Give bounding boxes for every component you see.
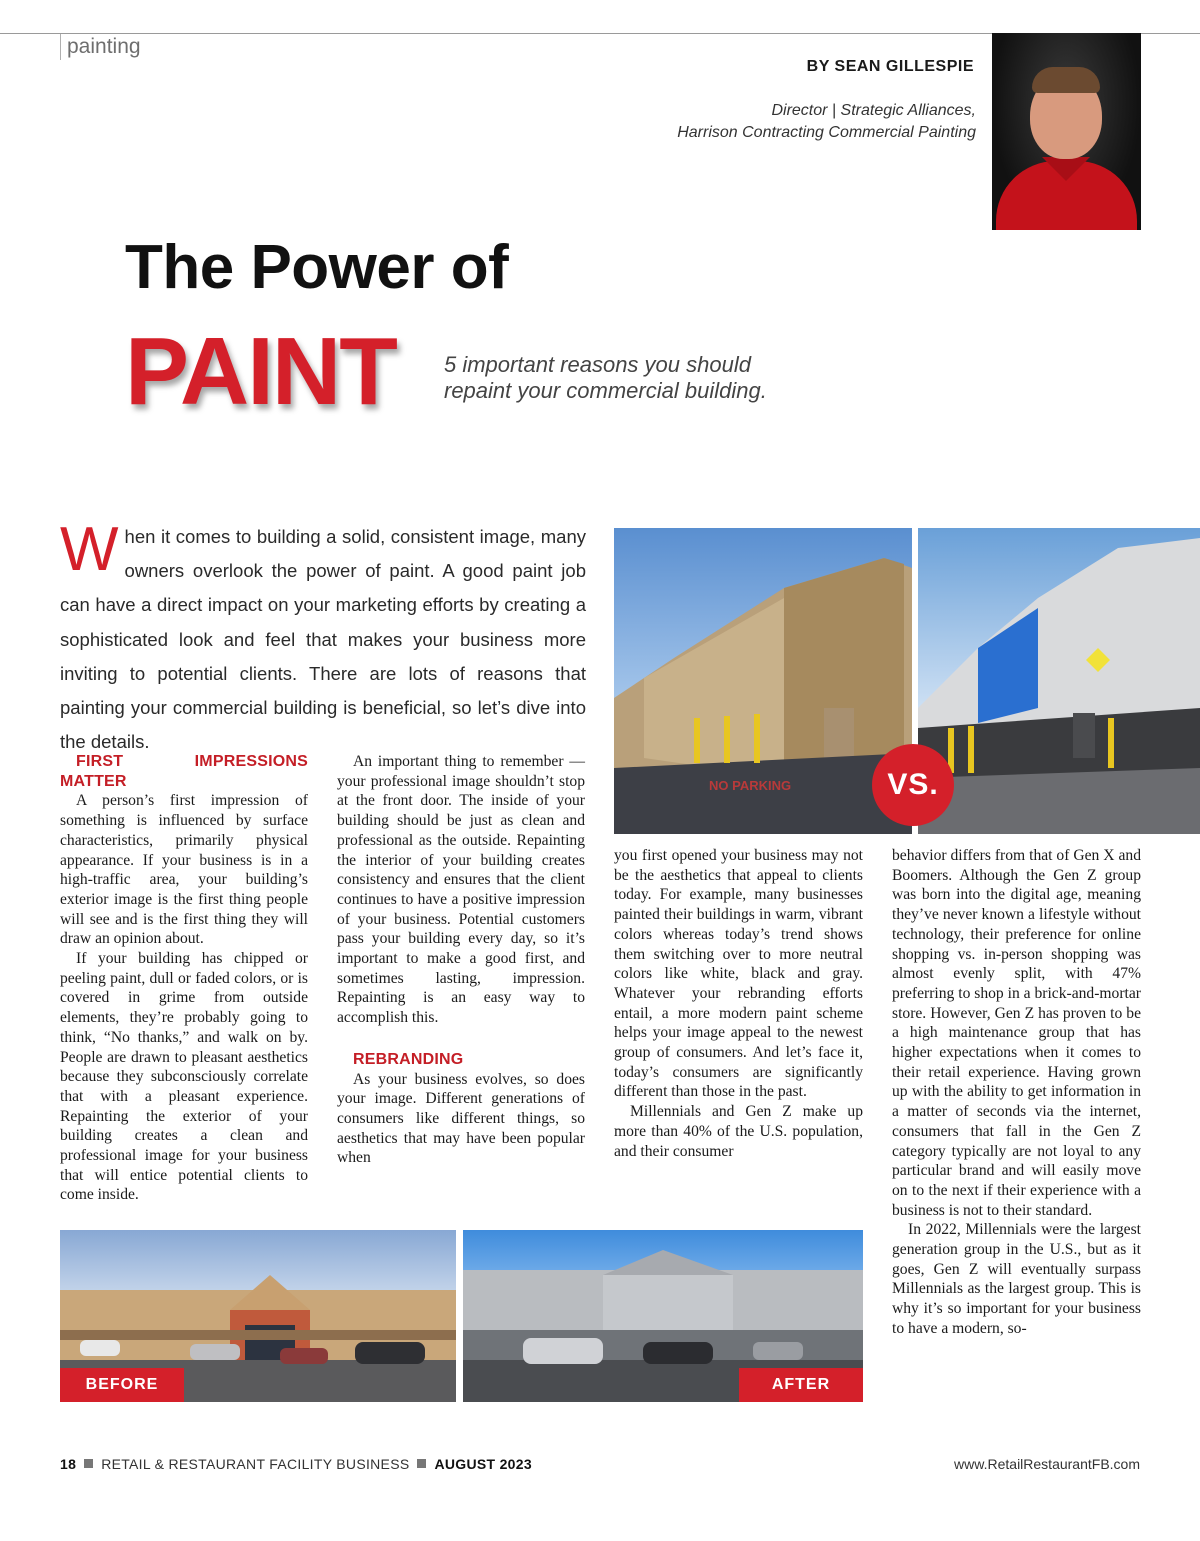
footer-square-2 <box>417 1459 426 1468</box>
photo-hair <box>1032 67 1100 93</box>
c3-paragraph-2: Millennials and Gen Z make up more than 40% of the U.S. population, and their consumer <box>614 1103 863 1160</box>
author-title-line2: Harrison Contracting Commercial Painting <box>677 124 976 141</box>
old-building-illustration <box>614 528 912 834</box>
footer-square-1 <box>84 1459 93 1468</box>
intro-text: hen it comes to building a solid, consistent image, many owners overlook the power of paint. A good paint job can have a direct impact on your marketing efforts by creating a sophisticated look and feel that makes your business more inviting to potential clients. There are lots of reasons that painting your commercial building is beneficial, so let’s dive into the details. <box>60 526 586 753</box>
subtitle-line1: 5 important reasons you should <box>444 352 751 377</box>
c3-paragraph-1: you first opened your business may not be the aesthetics that appeal to clients today. For example, many businesses painted their buildings in warm, vibrant colors whereas today’s trend shows them switching over to more neutral colors like white, black and gray. Whatever your rebranding efforts entail, a more modern paint scheme helps your image appeal to the newest group of consumers. And let’s face it, today’s consumers are significantly different than those in the past. <box>614 847 863 1101</box>
no-parking-text: NO PARKING <box>709 778 792 793</box>
page-number: 18 <box>60 1456 77 1472</box>
publication-name: RETAIL & RESTAURANT FACILITY BUSINESS <box>101 1456 410 1472</box>
before-photo <box>60 1230 456 1402</box>
author-photo <box>992 33 1141 230</box>
author-byline: BY SEAN GILLESPIE <box>806 58 974 75</box>
heading-rebranding: REBRANDING <box>353 1050 464 1068</box>
intro-paragraph <box>60 515 586 759</box>
c1-paragraph-1: A person’s first impression of something is influenced by surface characteristics, primarily physical appearance. If your business is in a high-traffic area, your building’s exterior image is the first thing people will see and is the first thing they will draw an opinion about. <box>60 792 308 948</box>
author-title <box>677 100 976 144</box>
issue-date: AUGUST 2023 <box>434 1456 532 1472</box>
article-subtitle <box>444 352 824 404</box>
c4-paragraph-1: behavior differs from that of Gen X and Boomers. Although the Gen Z group was born into the digital age, meaning they’ve never known a lifestyle without technology, their preference for online shopping vs. in-person shopping was almost evenly split, with 47% preferring to shop in a brick-and-mortar store. However, Gen Z has proven to be a high maintenance group that has higher expectations when it comes to their retail experience. Having grown up with the ability to get information in a matter of seconds via the internet, consumers that fall in the Gen Z category typically are not loyal to any particular brand and will easily move on to the next if their experience with a business is not to their standard. <box>892 847 1141 1219</box>
c4-paragraph-2: In 2022, Millennials were the largest generation group in the U.S., but as it goes, Gen Z will eventually surpass Millennials as the largest group. This is why it’s so important for your business to have a modern, so- <box>892 1221 1141 1337</box>
vs-badge: VS. <box>872 744 954 826</box>
before-label: BEFORE <box>60 1368 184 1402</box>
author-title-line1: Director | Strategic Alliances, <box>771 102 976 119</box>
article-title-paint: PAINT <box>125 318 396 425</box>
c1-paragraph-2: If your building has chipped or peeling paint, dull or faded colors, or is covered in grime from outside elements, they’re probably going to think, “No thanks,” and walk on by. People are drawn to pleasant aesthetics because they subconsciously correlate that with a pleasant experience. Repainting the exterior of your building creates a clean and professional image for your business that will entice potential clients to come inside. <box>60 950 308 1204</box>
column-4 <box>892 846 1141 1339</box>
subtitle-line2: repaint your commercial building. <box>444 378 767 403</box>
page-footer <box>60 1456 532 1472</box>
article-title-line1: The Power of <box>125 233 509 302</box>
c2-paragraph-2: As your business evolves, so does your image. Different generations of consumers like different things, so aesthetics that may have been popular when <box>337 1070 585 1167</box>
column-1 <box>60 752 308 1205</box>
after-label: AFTER <box>739 1368 863 1402</box>
after-photo <box>463 1230 863 1402</box>
c2-paragraph-1: An important thing to remember — your professional image shouldn’t stop at the front door. The inside of your building should be just as clean and professional as the outside. Repainting the interior of your building creates consistency and ensures that the client continues to have a positive impression of your business. Potential customers pass your building every day, so it’s important to make a good first, and sometimes lasting, impression. Repainting is an easy way to accomplish this. <box>337 753 585 1027</box>
old-building-photo <box>614 528 912 834</box>
heading-first-impressions: FIRST IMPRESSIONS MATTER <box>60 753 308 790</box>
new-building-photo <box>918 528 1200 834</box>
drop-cap: W <box>60 515 119 584</box>
new-building-illustration <box>918 528 1200 834</box>
before-after-photos <box>60 1230 863 1402</box>
column-2 <box>337 752 585 1168</box>
column-3 <box>614 846 863 1161</box>
section-tag: painting <box>60 34 141 60</box>
website-link[interactable]: www.RetailRestaurantFB.com <box>954 1456 1140 1472</box>
